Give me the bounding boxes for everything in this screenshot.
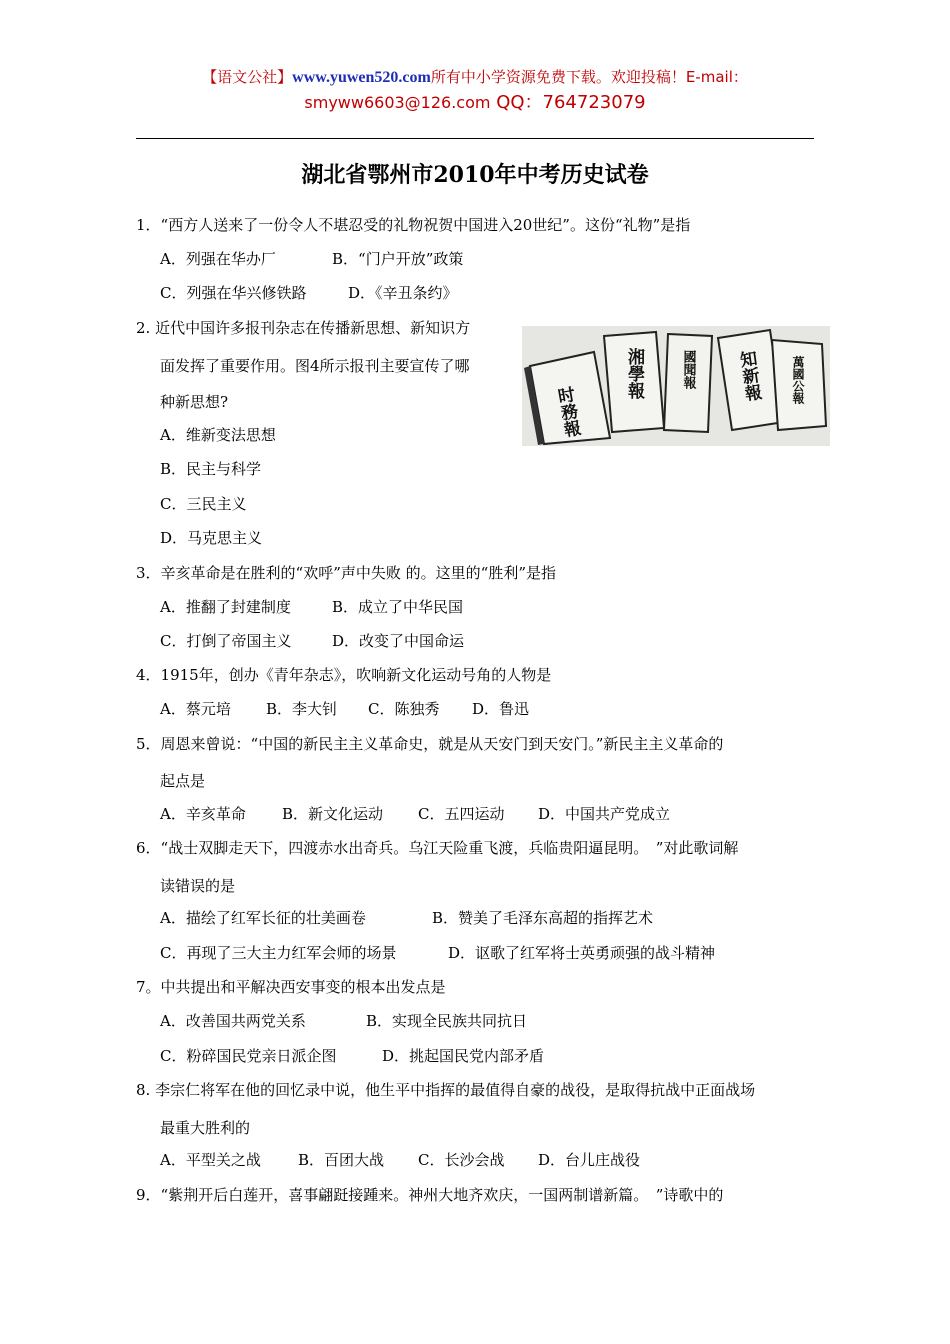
q6-option-b: B．赞美了毛泽东高超的指挥艺术 [432,909,654,927]
q6-stem-2: 读错误的是 [160,877,236,895]
paper-title-4: 知新報 [735,349,763,403]
q1-options-row-1 [160,249,463,269]
q5-option-c: C．五四运动 [418,805,505,823]
q8-option-c: C．长沙会战 [418,1151,505,1169]
q1-option-b: B．“门户开放”政策 [332,250,464,268]
q5-option-d: D．中国共产党成立 [538,805,671,823]
q7-option-d: D．挑起国民党内部矛盾 [382,1047,545,1065]
q3-options-row-1 [160,597,463,617]
q4-stem: 4．1915年，创办《青年杂志》，吹响新文化运动号角的人物是 [136,666,552,684]
q1-option-a: A．列强在华办厂 [160,250,276,268]
q6-options-row-2 [160,943,715,963]
q7-options-row-1 [160,1011,527,1031]
q5-option-a: A．辛亥革命 [160,805,246,823]
q3-option-d: D．改变了中国命运 [332,632,465,650]
paper-title-1: 时務報 [552,385,582,439]
q7-option-b: B．实现全民族共同抗日 [366,1012,528,1030]
q6-option-a: A．描绘了红军长征的壮美画卷 [160,909,366,927]
q1-options-row-2 [160,283,458,303]
q1-stem: 1．“西方人送来了一份令人不堪忍受的礼物祝贺中国进入20世纪”。这份“礼物”是指 [136,216,691,234]
newspaper-shiwubao [524,352,610,445]
paper-title-5: 萬國公報 [791,356,805,404]
q2-option-a: A．维新变法思想 [160,426,276,444]
q8-option-a: A．平型关之战 [160,1151,261,1169]
newspapers-illustration [522,326,830,446]
q7-option-c: C．粉碎国民党亲日派企图 [160,1047,337,1065]
q6-stem-1: 6．“战士双脚走天下，四渡赤水出奇兵。乌江天险重飞渡，兵临贵阳逼昆明。 ”对此歌词解 [136,839,739,857]
q2-option-c: C．三民主义 [160,495,247,513]
q9-stem: 9．“紫荆开后白莲开，喜事翩跹接踵来。神州大地齐欢庆，一国两制谱新篇。 ”诗歌中的 [136,1186,724,1204]
q3-options-row-2 [160,631,464,651]
q8-options [160,1150,640,1170]
newspaper-xiangxuebao [604,332,664,432]
q2-option-b: B．民主与科学 [160,460,262,478]
header-line-2 [0,88,950,114]
q7-options-row-2 [160,1046,544,1066]
q7-option-a: A．改善国共两党关系 [160,1012,306,1030]
q8-stem-2: 最重大胜利的 [160,1119,251,1137]
site-link[interactable]: www.yuwen520.com [292,69,431,86]
q2-option-d: D．马克思主义 [160,529,263,547]
q4-option-b: B．李大钊 [266,700,338,718]
header-email[interactable]: smyww6603@126.com [304,93,491,112]
q4-option-a: A．蔡元培 [160,700,231,718]
q8-stem-1: 8. 李宗仁将军在他的回忆录中说，他生平中指挥的最值得自豪的战役，是取得抗战中正面战场 [136,1081,756,1099]
q2-stem-2: 面发挥了重要作用。图4所示报刊主要宣传了哪 [160,357,470,375]
q6-option-d: D．讴歌了红军将士英勇顽强的战斗精神 [448,944,716,962]
newspapers-figure [522,326,830,446]
paper-title-2: 湘學報 [624,348,644,399]
q5-options [160,804,670,824]
q4-options [160,699,529,719]
q3-option-a: A．推翻了封建制度 [160,598,291,616]
header-divider [136,138,814,139]
q4-option-d: D．鲁迅 [472,700,530,718]
q6-options-row-1 [160,908,653,928]
header-text: 所有中小学资源免费下载。欢迎投稿！E-mail： [430,68,748,86]
q5-stem-1: 5．周恩来曾说：“中国的新民主主义革命史，就是从天安门到天安门。”新民主主义革命的 [136,735,724,753]
q2-stem-3: 种新思想? [160,393,229,411]
q3-option-c: C．打倒了帝国主义 [160,632,292,650]
q8-option-b: B．百团大战 [298,1151,385,1169]
header-line-1 [0,66,950,87]
paper-title-3: 國聞報 [680,350,696,389]
q8-option-d: D．台儿庄战役 [538,1151,641,1169]
q6-option-c: C．再现了三大主力红军会师的场景 [160,944,397,962]
q5-stem-2: 起点是 [160,772,206,790]
q3-stem: 3．辛亥革命是在胜利的“欢呼”声中失败 的。这里的“胜利”是指 [136,564,556,582]
q7-stem: 7。中共提出和平解决西安事变的根本出发点是 [136,978,446,996]
header-bracket: 【语文公社】 [202,68,293,86]
header-qq: QQ：764723079 [490,92,646,113]
q3-option-b: B．成立了中华民国 [332,598,464,616]
newspaper-guowenbao [664,334,712,432]
q5-option-b: B．新文化运动 [282,805,384,823]
q4-option-c: C．陈独秀 [368,700,440,718]
q1-option-c: C．列强在华兴修铁路 [160,284,307,302]
newspaper-wanguogongbao [772,340,826,430]
q1-option-d: D．《辛丑条约》 [348,284,458,302]
q2-stem-1: 2. 近代中国许多报刊杂志在传播新思想、新知识方 [136,319,471,337]
page-title: 湖北省鄂州市2010年中考历史试卷 [301,162,649,188]
